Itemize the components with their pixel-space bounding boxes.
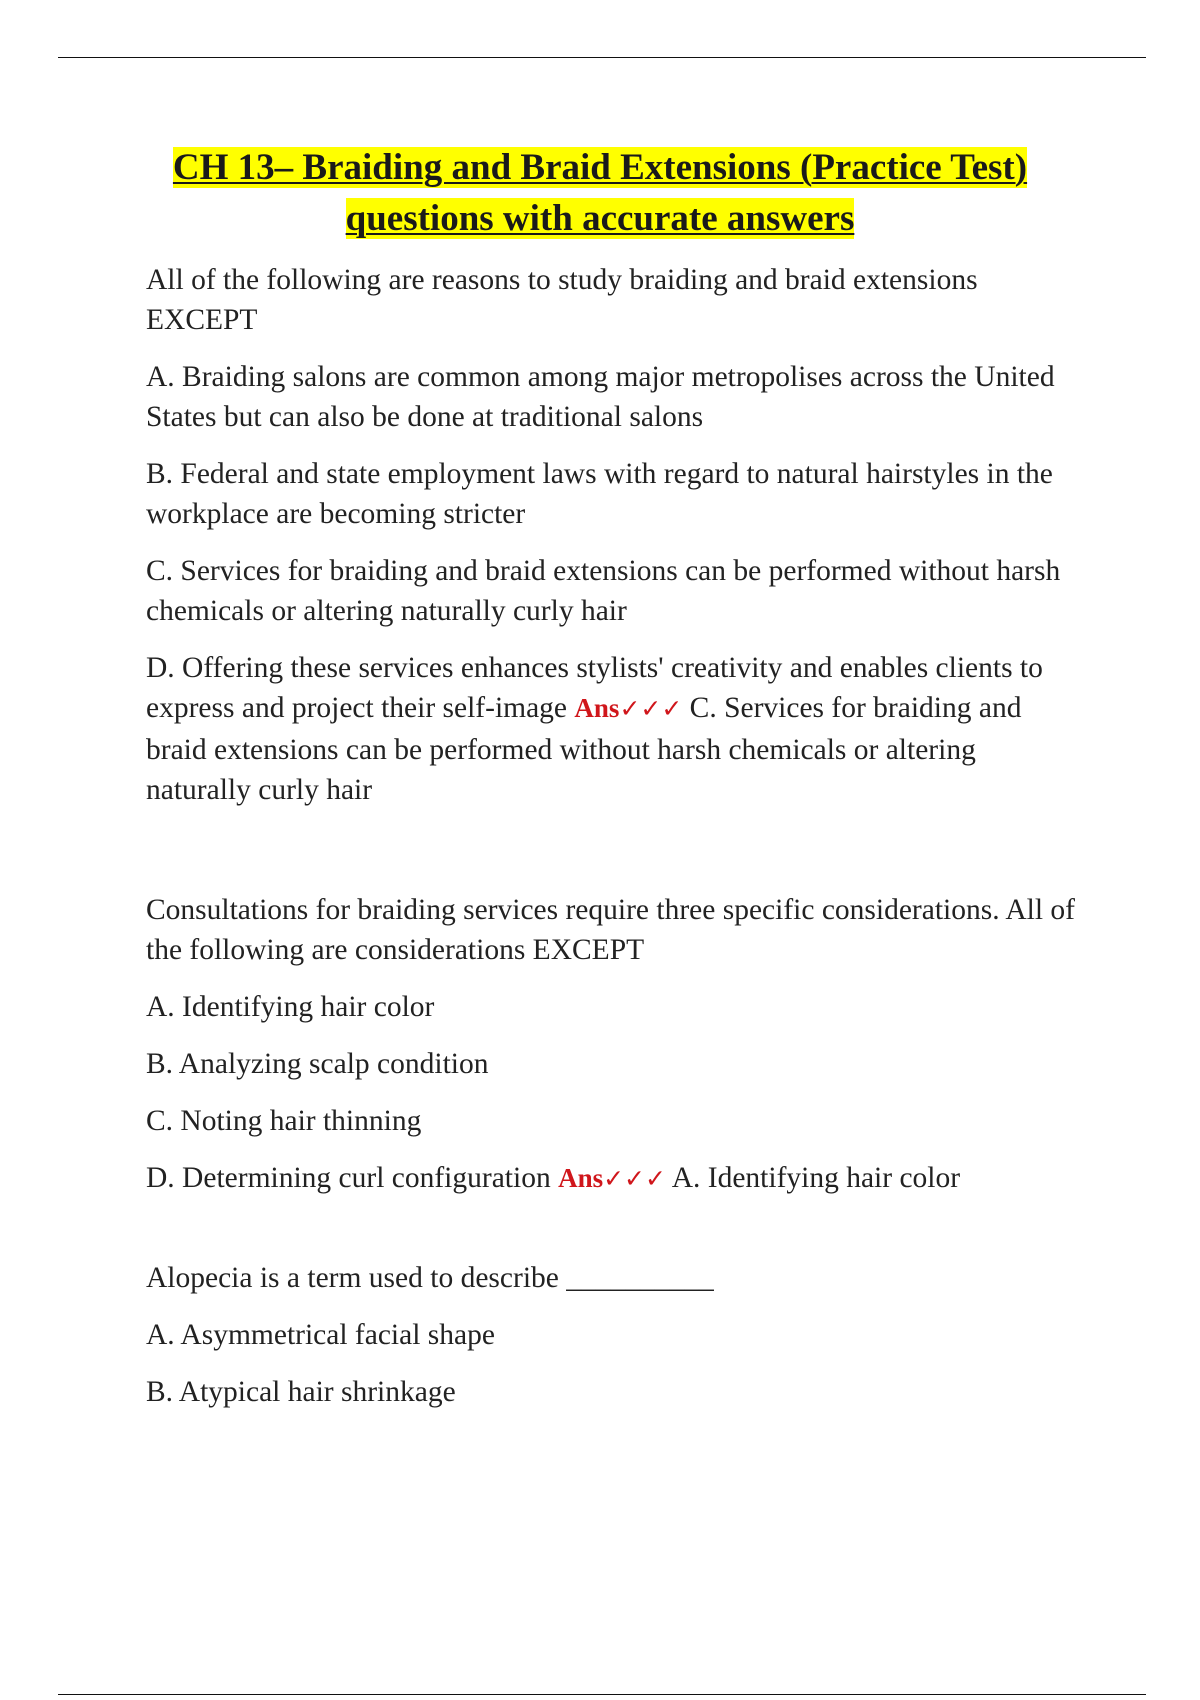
- answer-text: C. Services for braiding and braid extensions can be performed without harsh chemicals or altering naturally curly hair: [146, 692, 1022, 806]
- title-line-1: CH 13– Braiding and Braid Extensions (Practice Test): [172, 147, 1028, 188]
- answer-tag: Ans: [558, 1163, 604, 1193]
- question-stem: All of the following are reasons to study braiding and braid extensions EXCEPT: [146, 264, 978, 336]
- option-d: D. Determining curl configuration: [146, 1162, 551, 1194]
- checkmark-icon: ✓✓✓: [619, 696, 683, 723]
- option-d-with-answer: [146, 1158, 1086, 1200]
- option-b: B. Analyzing scalp condition: [146, 1048, 489, 1080]
- question-stem: Alopecia is a term used to describe __________: [146, 1262, 714, 1294]
- option-c: C. Services for braiding and braid extensions can be performed without harsh chemicals or altering naturally curly hair: [146, 555, 1061, 627]
- option-c: C. Noting hair thinning: [146, 1105, 422, 1137]
- option-a: A. Identifying hair color: [146, 991, 435, 1023]
- option-a: A. Braiding salons are common among major metropolises across the United States but can also be done at traditional salons: [146, 361, 1055, 433]
- document-title: [100, 142, 1100, 244]
- answer-tag: Ans: [574, 693, 620, 723]
- option-b: B. Atypical hair shrinkage: [146, 1376, 456, 1408]
- title-line-2: questions with accurate answers: [345, 198, 855, 239]
- question-stem: Consultations for braiding services require three specific considerations. All of the following are considerations EXCEPT: [146, 894, 1075, 966]
- option-b: B. Federal and state employment laws with regard to natural hairstyles in the workplace are becoming stricter: [146, 458, 1053, 530]
- option-d: D. Offering these services enhances stylists' creativity and enables clients to express and project their self-image: [146, 652, 1043, 724]
- bottom-rule: [58, 1694, 1146, 1695]
- question-list: [146, 260, 1086, 1429]
- top-rule: [58, 57, 1146, 58]
- answer-text: A. Identifying hair color: [671, 1162, 961, 1194]
- option-a: A. Asymmetrical facial shape: [146, 1319, 495, 1351]
- checkmark-icon: ✓✓✓: [603, 1166, 666, 1193]
- option-d-with-answer: [146, 648, 1086, 810]
